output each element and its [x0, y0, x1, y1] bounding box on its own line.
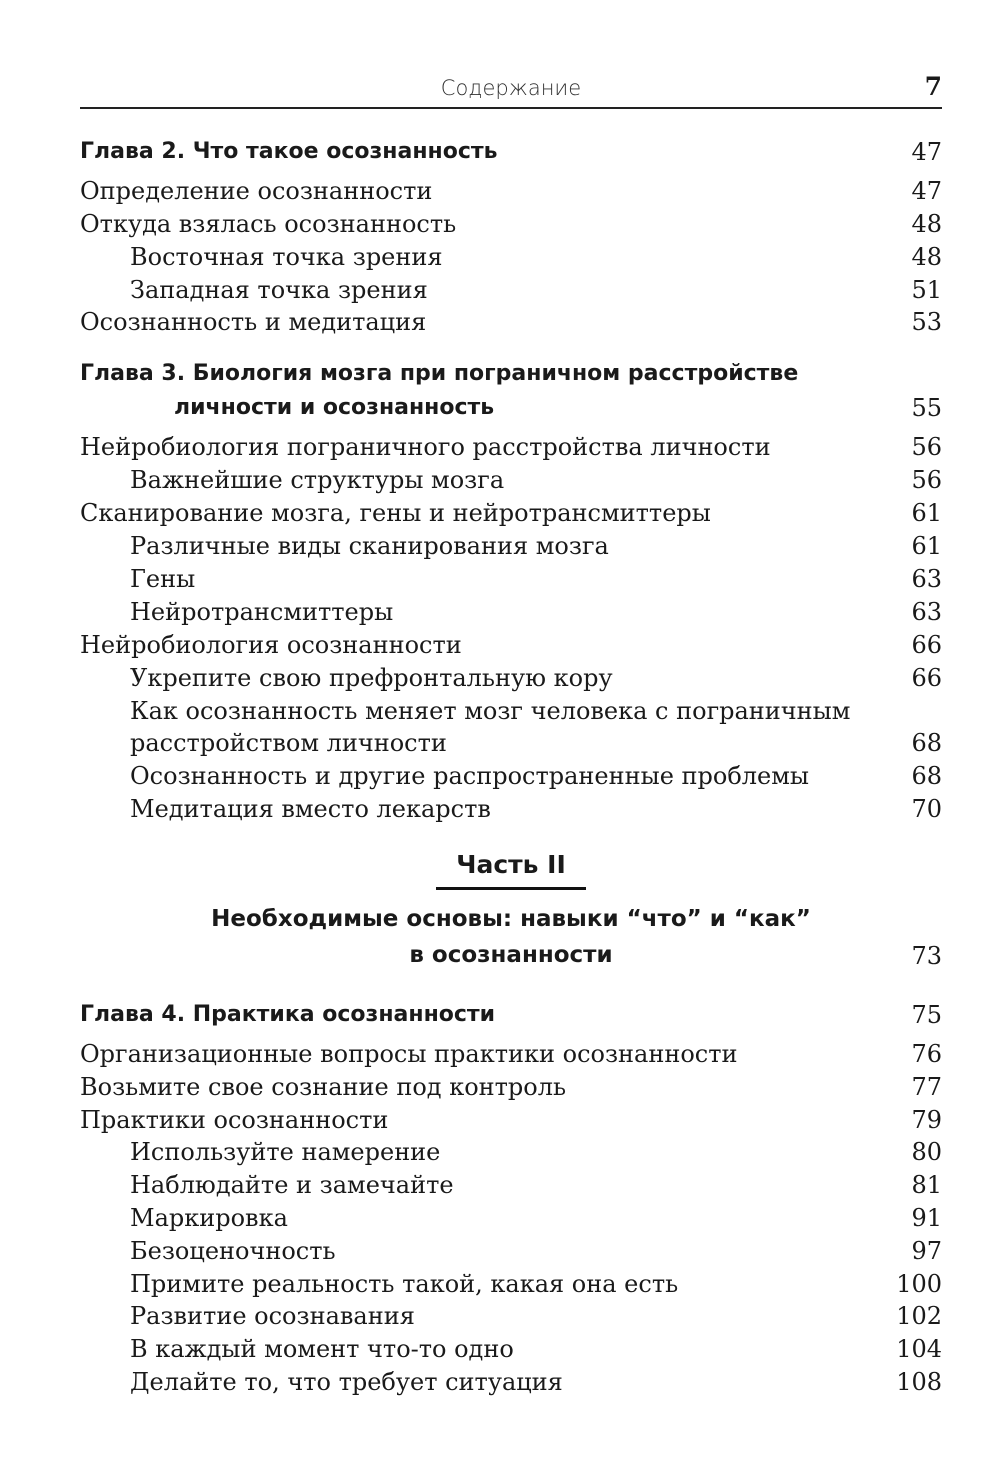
header-rule — [80, 107, 942, 109]
toc-title: Глава 4. Практика осознанности — [80, 1002, 496, 1027]
toc-entry — [80, 497, 942, 529]
part-title-continued: в осознанности — [409, 942, 613, 968]
toc-subentry — [80, 1136, 942, 1168]
toc-title: Гены — [130, 565, 196, 593]
toc-title: Определение осознанности — [80, 177, 433, 205]
header-title: Содержание — [440, 76, 582, 100]
part-rule — [436, 887, 586, 890]
toc-title: расстройством личности — [130, 729, 447, 757]
toc-title: Делайте то, что требует ситуация — [130, 1368, 563, 1396]
toc-title: Наблюдайте и замечайте — [130, 1171, 454, 1199]
toc-subentry — [80, 274, 942, 306]
toc-subentry — [80, 760, 942, 792]
toc-subentry — [80, 1300, 942, 1332]
toc-title: Глава 2. Что такое осознанность — [80, 139, 498, 164]
toc-title: Осознанность и медитация — [80, 308, 427, 336]
toc-title: Нейробиология осознанности — [80, 631, 462, 659]
toc-title: Осознанность и другие распространенные проблемы — [130, 762, 810, 790]
toc-title: Практики осознанности — [80, 1106, 389, 1134]
toc-chapter-heading-continued — [80, 392, 942, 424]
toc-subentry — [80, 464, 942, 496]
toc-page: 81 — [911, 1171, 942, 1199]
toc-page: 61 — [911, 499, 942, 527]
toc-title: Сканирование мозга, гены и нейротрансмиттеры — [80, 499, 711, 527]
toc-page: 61 — [911, 532, 942, 560]
header-page-number: 7 — [924, 72, 942, 101]
toc-entry — [80, 1104, 942, 1136]
toc-entry — [80, 175, 942, 207]
toc-page: 108 — [896, 1368, 942, 1396]
toc-entry — [80, 629, 942, 661]
toc-subentry — [80, 662, 942, 694]
toc-subentry — [80, 596, 942, 628]
toc-subentry — [80, 1366, 942, 1398]
toc-subentry-continued — [80, 727, 942, 759]
toc-page: 79 — [911, 1106, 942, 1134]
toc-page: 76 — [911, 1040, 942, 1068]
toc-title: Нейротрансмиттеры — [130, 598, 394, 626]
toc-entry — [80, 431, 942, 463]
toc-entry — [80, 306, 942, 338]
toc-title: В каждый момент что-то одно — [130, 1335, 514, 1363]
toc-page: 47 — [911, 177, 942, 205]
toc-page: 53 — [911, 308, 942, 336]
part-title: Необходимые основы: навыки “что” и “как” — [211, 906, 811, 932]
toc-subentry — [80, 793, 942, 825]
running-header — [80, 72, 942, 106]
toc-page: 56 — [911, 433, 942, 461]
toc-title: Организационные вопросы практики осознанности — [80, 1040, 738, 1068]
toc-entry — [80, 1071, 942, 1103]
toc-page: 80 — [911, 1138, 942, 1166]
toc-page: 66 — [911, 631, 942, 659]
part-page-row — [80, 940, 942, 972]
toc-title: Западная точка зрения — [130, 276, 428, 304]
toc-subentry — [80, 563, 942, 595]
toc-chapter-heading — [80, 136, 942, 168]
toc-title: Нейробиология пограничного расстройства личности — [80, 433, 771, 461]
toc-page: 102 — [896, 1302, 942, 1330]
toc-subentry — [80, 695, 942, 727]
toc-page: 100 — [896, 1270, 942, 1298]
toc-page: 73 — [911, 942, 942, 970]
part-label: Часть II — [456, 850, 566, 879]
toc-entry — [80, 208, 942, 240]
toc-page: 63 — [911, 598, 942, 626]
toc-page: 104 — [896, 1335, 942, 1363]
toc-page: 91 — [911, 1204, 942, 1232]
toc-title: Медитация вместо лекарств — [130, 795, 491, 823]
toc-subentry — [80, 241, 942, 273]
toc-title: Глава 3. Биология мозга при пограничном расстройстве — [80, 361, 799, 386]
toc-entry — [80, 1038, 942, 1070]
toc-subentry — [80, 1268, 942, 1300]
toc-page: 77 — [911, 1073, 942, 1101]
toc-page: 68 — [911, 729, 942, 757]
toc-title: Важнейшие структуры мозга — [130, 466, 505, 494]
toc-subentry — [80, 1333, 942, 1365]
toc-page: 66 — [911, 664, 942, 692]
toc-title: Используйте намерение — [130, 1138, 441, 1166]
toc-chapter-heading — [80, 358, 942, 390]
toc-page: 68 — [911, 762, 942, 790]
toc-title: Откуда взялась осознанность — [80, 210, 457, 238]
toc-title: личности и осознанность — [174, 395, 495, 420]
toc-title: Маркировка — [130, 1204, 288, 1232]
toc-page: 56 — [911, 466, 942, 494]
toc-page: 55 — [911, 394, 942, 422]
toc-subentry — [80, 1202, 942, 1234]
toc-chapter-heading — [80, 999, 942, 1031]
toc-page: 51 — [911, 276, 942, 304]
toc-page: 75 — [911, 1001, 942, 1029]
toc-title: Укрепите свою префронтальную кору — [130, 664, 613, 692]
toc-page: 47 — [911, 138, 942, 166]
toc-title: Возьмите свое сознание под контроль — [80, 1073, 567, 1101]
toc-title: Развитие осознавания — [130, 1302, 415, 1330]
toc-title: Различные виды сканирования мозга — [130, 532, 609, 560]
toc-subentry — [80, 1169, 942, 1201]
toc-page: 63 — [911, 565, 942, 593]
toc-title: Безоценочность — [130, 1237, 336, 1265]
toc-page: 70 — [911, 795, 942, 823]
toc-page: 48 — [911, 243, 942, 271]
toc-page: 97 — [911, 1237, 942, 1265]
toc-title: Восточная точка зрения — [130, 243, 443, 271]
toc-subentry — [80, 530, 942, 562]
toc-title: Примите реальность такой, какая она есть — [130, 1270, 679, 1298]
toc-title: Как осознанность меняет мозг человека с пограничным — [130, 697, 851, 725]
toc-subentry — [80, 1235, 942, 1267]
toc-page: 48 — [911, 210, 942, 238]
